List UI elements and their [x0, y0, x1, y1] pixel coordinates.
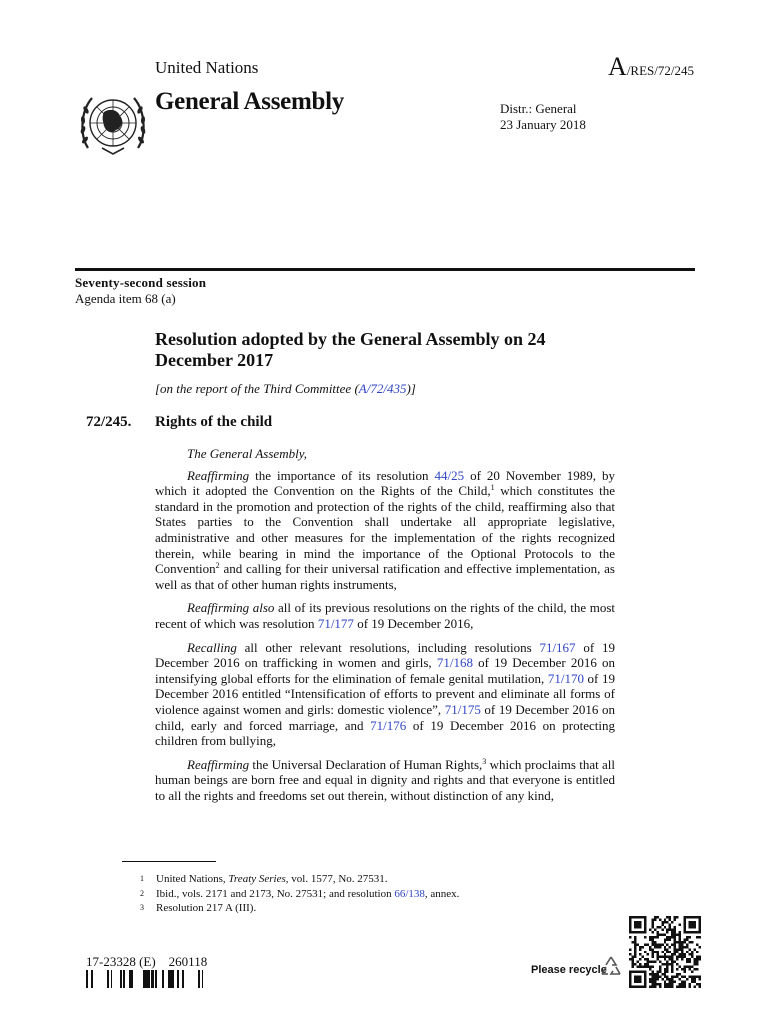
recycle-icon: [598, 954, 624, 980]
link-71-167[interactable]: 71/167: [539, 639, 576, 655]
footnote-rule: [122, 861, 216, 862]
qr-code-icon[interactable]: [629, 916, 701, 988]
link-71-175[interactable]: 71/175: [444, 701, 481, 717]
opening-phrase: The General Assembly,: [187, 446, 307, 461]
link-71-177[interactable]: 71/177: [317, 615, 354, 631]
paragraph-2: Reaffirming also all of its previous resolutions on the rights of the child, the most recent of which was resolution 71/177 of 19 December 2016,: [155, 600, 615, 631]
report-link[interactable]: A/72/435: [358, 381, 407, 396]
link-71-170[interactable]: 71/170: [547, 670, 584, 686]
report-suffix: )]: [406, 381, 416, 396]
document-symbol: [608, 52, 694, 82]
footnote-2: 2 Ibid., vols. 2171 and 2173, No. 27531; and resolution 66/138, annex.: [140, 887, 460, 900]
footnote-ref-3[interactable]: 3: [482, 756, 487, 766]
paragraph-4: Reaffirming the Universal Declaration of Human Rights,$^3$ which proclaims that all human beings are born free and equal in dignity and rights and that everyone is entitled to all the rights and freedoms set out therein, without distinction of any kind,: [155, 756, 616, 803]
report-prefix: [on the report of the Third Committee (: [155, 381, 359, 396]
document-number: 17-23328 (E) 260118: [86, 954, 208, 969]
symbol-rest: /RES/72/245: [626, 63, 694, 78]
link-44-25[interactable]: 44/25: [434, 467, 465, 483]
link-71-168[interactable]: 71/168: [436, 655, 473, 671]
resolution-title: Resolution adopted by the General Assembly on 24 December 2017: [155, 329, 546, 370]
footnote-1: 1 United Nations, Treaty Series, vol. 1577, No. 27531.: [140, 873, 388, 885]
un-emblem-icon: [78, 90, 148, 156]
session-name: Seventy-second session: [75, 275, 207, 290]
header-rule: [75, 268, 695, 271]
committee-report-line: [155, 381, 416, 397]
body-name: General Assembly: [155, 88, 344, 115]
issue-date: 23 January 2018: [500, 117, 586, 132]
org-name: United Nations: [155, 58, 259, 77]
footnote-ref-2[interactable]: 2: [215, 561, 220, 571]
footnote-ref-1[interactable]: 1: [490, 483, 495, 493]
recycle-label: Please recycle: [531, 964, 607, 976]
agenda-item: Agenda item 68 (a): [75, 291, 176, 306]
resolution-body: [155, 446, 615, 811]
link-71-176[interactable]: 71/176: [370, 717, 407, 733]
footnotes: [140, 872, 459, 916]
symbol-prefix: A: [608, 52, 627, 81]
paragraph-3: Recalling all other relevant resolutions, including resolutions 71/167 of 19 December 2016 on trafficking in women and girls, 71/168 of 19 December 2016 on intensifying global efforts for the elimination of female genital mutilation, 71/170 of 19 December 2016 entitled “Intensification of efforts to prevent and eliminate all forms of violence against women and girls: domestic violence”, 71/175 of 19 December 2016 on child, early and forced marriage, and 71/176 of 19 December 2016 on protecting children from bullying,: [155, 639, 615, 749]
footnote-3: 3 Resolution 217 A (III).: [140, 902, 257, 914]
resolution-number: 72/245.: [86, 414, 132, 430]
paragraph-1: Reaffirming the importance of its resolution 44/25 of 20 November 1989, by which it adopted the Convention on the Rights of the Child,$^1$ which constitutes the standard in the promotion and protection of the rights of the child, reaffirming also that States parties to the Convention shall undertake all appropriate legislative, administrative and other measures for the implementation of the rights recognized therein, while bearing in mind the importance of the Optional Protocols to the Convention$^2$ and calling for their universal ratification and effective implementation, as well as that of other human rights instruments,: [155, 467, 616, 592]
barcode-icon: [86, 970, 210, 988]
resolution-name: Rights of the child: [155, 414, 273, 430]
distribution-block: [500, 101, 586, 133]
distribution: Distr.: General: [500, 101, 577, 116]
link-66-138[interactable]: 66/138: [394, 887, 425, 900]
